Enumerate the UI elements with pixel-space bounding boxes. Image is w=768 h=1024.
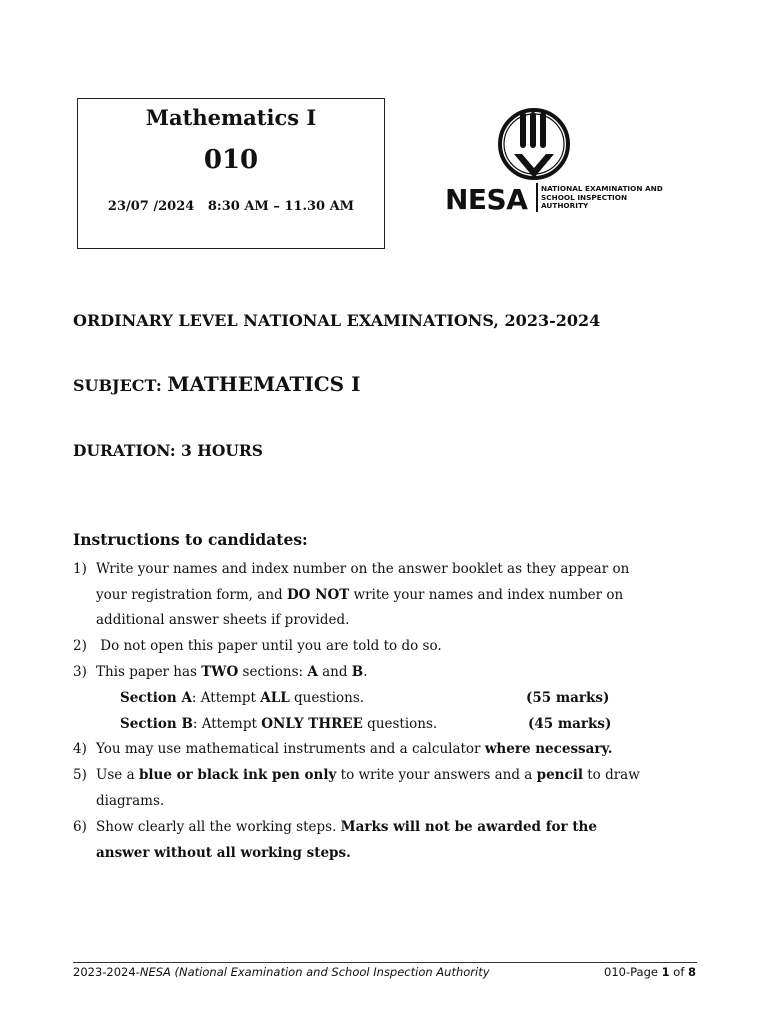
section-a-marks: (55 marks) [526,690,610,706]
instruction-text-part: and [317,664,352,680]
duration-line: DURATION: 3 HOURS [73,441,263,460]
instruction-number: 5) [73,767,87,783]
instruction-text-part: Use a [96,767,139,783]
instruction-text [96,736,613,762]
box-subject-title: Mathematics I [145,105,317,130]
instruction-number: 3) [73,664,87,680]
instruction-emphasis: pencil [536,767,583,783]
logo-authority-line: SCHOOL INSPECTION [541,192,628,202]
instruction-text [96,659,368,685]
exam-info-box [77,98,385,249]
instruction-text-part: Show clearly all the working steps. [96,819,341,835]
instruction-emphasis: blue or black ink pen only [138,767,337,783]
instruction-text-part: to write your answers and a [336,767,537,783]
instruction-text: additional answer sheets if provided. [96,612,350,628]
instruction-emphasis: DO NOT [286,587,350,603]
footer-page-number [604,965,696,979]
page-prefix: 010-Page [604,965,662,979]
instruction-text-part: sections: [238,664,308,680]
instruction-text-part: . [363,664,368,680]
section-a-label: Section A [120,690,192,706]
box-paper-code: 010 [203,145,259,175]
instruction-emphasis: ONLY THREE [261,716,363,732]
logo-authority-line: AUTHORITY [541,201,589,210]
footer-authority [73,965,490,979]
instruction-text-part: You may use mathematical instruments and a calculator [96,741,485,757]
instruction-text-part: questions. [362,716,438,732]
instruction-number: 4) [73,741,87,757]
logo-authority-name [541,185,671,211]
exam-date: 23/07 /2024 [107,199,195,214]
exam-time: 8:30 AM – 11.30 AM [207,199,355,214]
instruction-emphasis: where necessary. [484,741,613,757]
logo-authority-line: NATIONAL EXAMINATION AND [541,184,663,193]
instruction-emphasis: TWO [201,664,239,680]
subject-line [73,372,360,396]
section-a-line [120,685,364,711]
page-total: 8 [688,965,697,979]
instruction-text: Write your names and index number on the answer booklet as they appear on [96,561,630,577]
instruction-emphasis: A [307,664,318,680]
section-b-line [120,711,437,737]
subject-value: MATHEMATICS I [167,372,361,396]
section-b-marks: (45 marks) [528,716,612,732]
instruction-number: 6) [73,819,87,835]
instruction-number: 1) [73,561,87,577]
instruction-emphasis: Marks will not be awarded for the [340,819,597,835]
subject-label: SUBJECT: [73,376,162,395]
footer-year: 2023-2024- [73,965,140,979]
instruction-text-part: questions. [289,690,365,706]
instruction-emphasis: ALL [260,690,290,706]
page-of: of [669,965,689,979]
instruction-text [96,582,623,608]
instruction-text-part: write your names and index number on [349,587,624,603]
page-current: 1 [661,965,670,979]
footer-authority-name: NESA (National Examination and School Inspection Authority [139,965,490,979]
instruction-number: 2) [73,638,87,654]
instruction-text-part: This paper has [96,664,202,680]
logo-acronym: NESA [445,183,528,216]
exam-title: ORDINARY LEVEL NATIONAL EXAMINATIONS, 2023-2024 [73,311,601,330]
instruction-text-part: : Attempt [191,690,261,706]
instruction-text: Do not open this paper until you are told to do so. [96,638,442,654]
box-date-time [78,199,384,214]
instruction-text: diagrams. [96,793,165,809]
instruction-emphasis: answer without all working steps. [96,845,351,861]
instructions-heading: Instructions to candidates: [73,530,308,549]
instruction-text [96,762,640,788]
instruction-text-part: your registration form, and [96,587,287,603]
instruction-text [96,814,597,840]
instruction-text-part: : Attempt [192,716,262,732]
instruction-emphasis: B [351,664,364,680]
footer-divider [73,962,697,963]
instruction-text-part: to draw [582,767,640,783]
section-b-label: Section B [120,716,193,732]
